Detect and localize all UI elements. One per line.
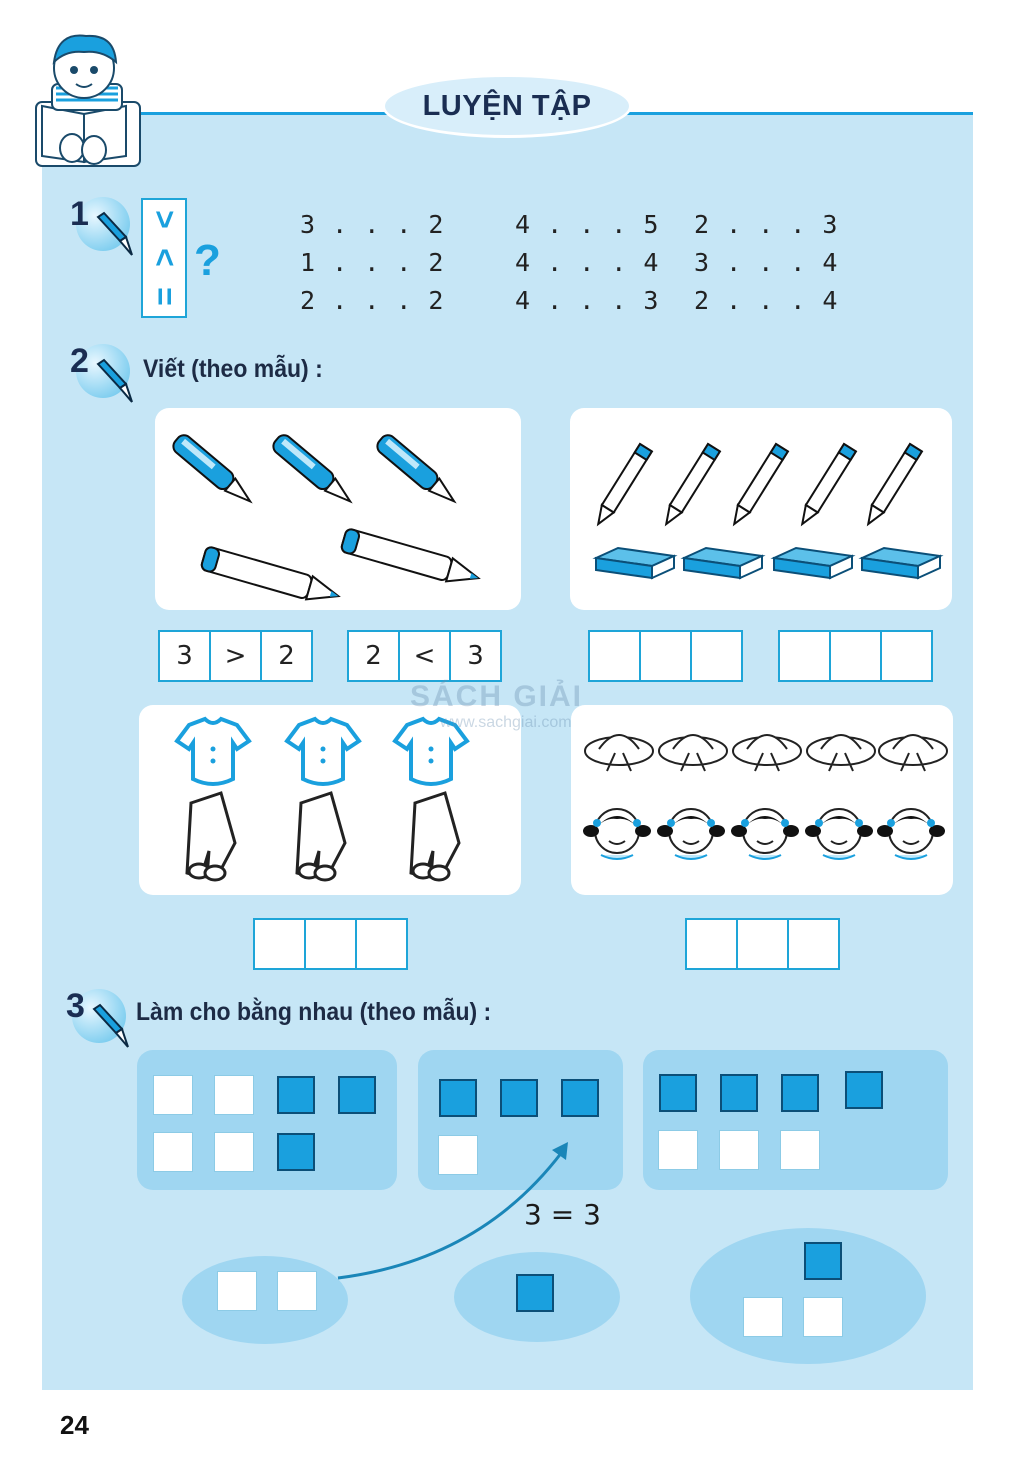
pencil-icon — [728, 444, 788, 528]
shorts-icon — [411, 793, 459, 880]
girl-icon — [583, 809, 651, 859]
sample-answer-2 — [347, 630, 502, 682]
sample-answer-1 — [158, 630, 313, 682]
example-equation: 3 = 3 — [524, 1198, 601, 1231]
exercise-3-badge — [62, 985, 132, 1051]
comparison-column-2 — [515, 206, 659, 320]
comparison-column-3 — [694, 206, 838, 320]
boy-reading-mascot — [22, 22, 152, 172]
answer-cell: > — [211, 632, 262, 680]
white-square — [154, 1076, 192, 1114]
less-than-sign: < — [146, 248, 183, 268]
white-square — [744, 1298, 782, 1336]
blue-square — [277, 1076, 315, 1114]
answer-cell[interactable] — [831, 632, 882, 680]
answer-boxes[interactable] — [253, 918, 408, 970]
answer-cell[interactable] — [780, 632, 831, 680]
greater-than-sign: > — [146, 209, 183, 229]
comparison-item: 4 . . . 4 — [515, 248, 660, 277]
hat-icon — [879, 735, 947, 771]
pencil-icon — [862, 444, 922, 528]
comparison-item: 3 . . . 2 — [300, 210, 445, 239]
white-square — [804, 1298, 842, 1336]
extra-squares-oval-1 — [182, 1256, 348, 1344]
shorts-icon — [187, 793, 235, 880]
shorts-icon — [297, 793, 345, 880]
comparison-item: 1 . . . 2 — [300, 248, 445, 277]
fountain-pen-icon — [270, 432, 356, 509]
square-group-3 — [643, 1050, 948, 1190]
book-icon — [596, 548, 674, 578]
answer-cell[interactable] — [882, 632, 931, 680]
comparison-item: 3 . . . 4 — [694, 248, 839, 277]
comparison-item: 2 . . . 3 — [694, 210, 839, 239]
pencil-icon — [660, 444, 720, 528]
white-square — [278, 1272, 316, 1310]
pen-icon — [88, 1003, 132, 1051]
hat-icon — [807, 735, 875, 771]
answer-cell[interactable] — [738, 920, 789, 968]
answer-cell: 2 — [349, 632, 400, 680]
white-square — [218, 1272, 256, 1310]
move-arrow — [330, 1130, 580, 1290]
picture-panel-pencils-books — [570, 408, 952, 610]
answer-cell[interactable] — [306, 920, 357, 968]
pencil-icon — [200, 546, 341, 608]
white-square — [215, 1133, 253, 1171]
white-square — [781, 1131, 819, 1169]
answer-cell: < — [400, 632, 451, 680]
pen-icon — [92, 211, 136, 259]
exercise-3-instruction: Làm cho bằng nhau (theo mẫu) : — [136, 998, 492, 1026]
pens-and-pencils-picture — [155, 408, 521, 610]
picture-panel-pens-pencils — [155, 408, 521, 610]
answer-boxes[interactable] — [588, 630, 743, 682]
exercise-3-number: 3 — [66, 987, 85, 1025]
answer-cell: 2 — [278, 641, 295, 671]
page-number: 24 — [60, 1410, 89, 1440]
watermark — [410, 680, 630, 770]
answer-cell[interactable] — [255, 920, 306, 968]
exercise-2-badge — [66, 340, 136, 406]
hat-icon — [659, 735, 727, 771]
book-icon — [862, 548, 940, 578]
white-square — [215, 1076, 253, 1114]
question-mark: ? — [194, 236, 221, 285]
white-square — [720, 1131, 758, 1169]
comparison-item: 4 . . . 3 — [515, 286, 660, 315]
blue-square — [561, 1079, 599, 1117]
comparison-item: 2 . . . 4 — [694, 286, 839, 315]
exercise-1-badge — [66, 193, 136, 259]
answer-cell[interactable] — [641, 632, 692, 680]
page-title: LUYỆN TẬP — [422, 89, 592, 122]
book-icon — [684, 548, 762, 578]
blue-square — [439, 1079, 477, 1117]
blue-square — [338, 1076, 376, 1114]
pencils-and-books-picture — [570, 408, 952, 610]
white-square — [154, 1133, 192, 1171]
answer-cell[interactable] — [687, 920, 738, 968]
blue-square — [781, 1074, 819, 1112]
blue-square — [804, 1242, 842, 1280]
extra-squares-oval-3 — [690, 1228, 926, 1364]
answer-cell[interactable] — [357, 920, 406, 968]
blue-square — [845, 1071, 883, 1109]
comparison-item: 4 . . . 5 — [515, 210, 660, 239]
answer-boxes[interactable] — [778, 630, 933, 682]
comparison-column-1 — [300, 206, 444, 320]
exercise-2-instruction: Viết (theo mẫu) : — [143, 355, 323, 383]
blue-square — [659, 1074, 697, 1112]
shirt-icon — [287, 719, 359, 784]
watermark-url: www.sachgiai.com — [440, 714, 572, 731]
title-badge — [382, 74, 632, 138]
blue-square — [277, 1133, 315, 1171]
answer-cell: 3 — [467, 641, 484, 671]
girl-icon — [731, 809, 799, 859]
answer-cell[interactable] — [692, 632, 741, 680]
blue-square — [500, 1079, 538, 1117]
answer-cell: 3 — [160, 632, 211, 680]
pen-icon — [92, 358, 136, 406]
shirt-icon — [177, 719, 249, 784]
fountain-pen-icon — [374, 432, 460, 509]
book-icon — [774, 548, 852, 578]
white-square — [659, 1131, 697, 1169]
equals-sign: = — [146, 287, 183, 306]
girl-icon — [657, 809, 725, 859]
answer-cell[interactable] — [590, 632, 641, 680]
pencil-icon — [592, 444, 652, 528]
watermark-brand: SÁCH GIẢI — [410, 680, 584, 713]
exercise-1-number: 1 — [70, 195, 89, 233]
answer-boxes[interactable] — [685, 918, 840, 970]
comparison-signs-box — [141, 198, 187, 318]
comparison-item: 2 . . . 2 — [300, 286, 445, 315]
girl-icon — [805, 809, 873, 859]
pencil-icon — [340, 528, 481, 590]
exercise-2-number: 2 — [70, 342, 89, 380]
answer-cell[interactable] — [789, 920, 838, 968]
blue-square — [720, 1074, 758, 1112]
pencil-icon — [796, 444, 856, 528]
girl-icon — [877, 809, 945, 859]
fountain-pen-icon — [170, 432, 256, 509]
hat-icon — [733, 735, 801, 771]
